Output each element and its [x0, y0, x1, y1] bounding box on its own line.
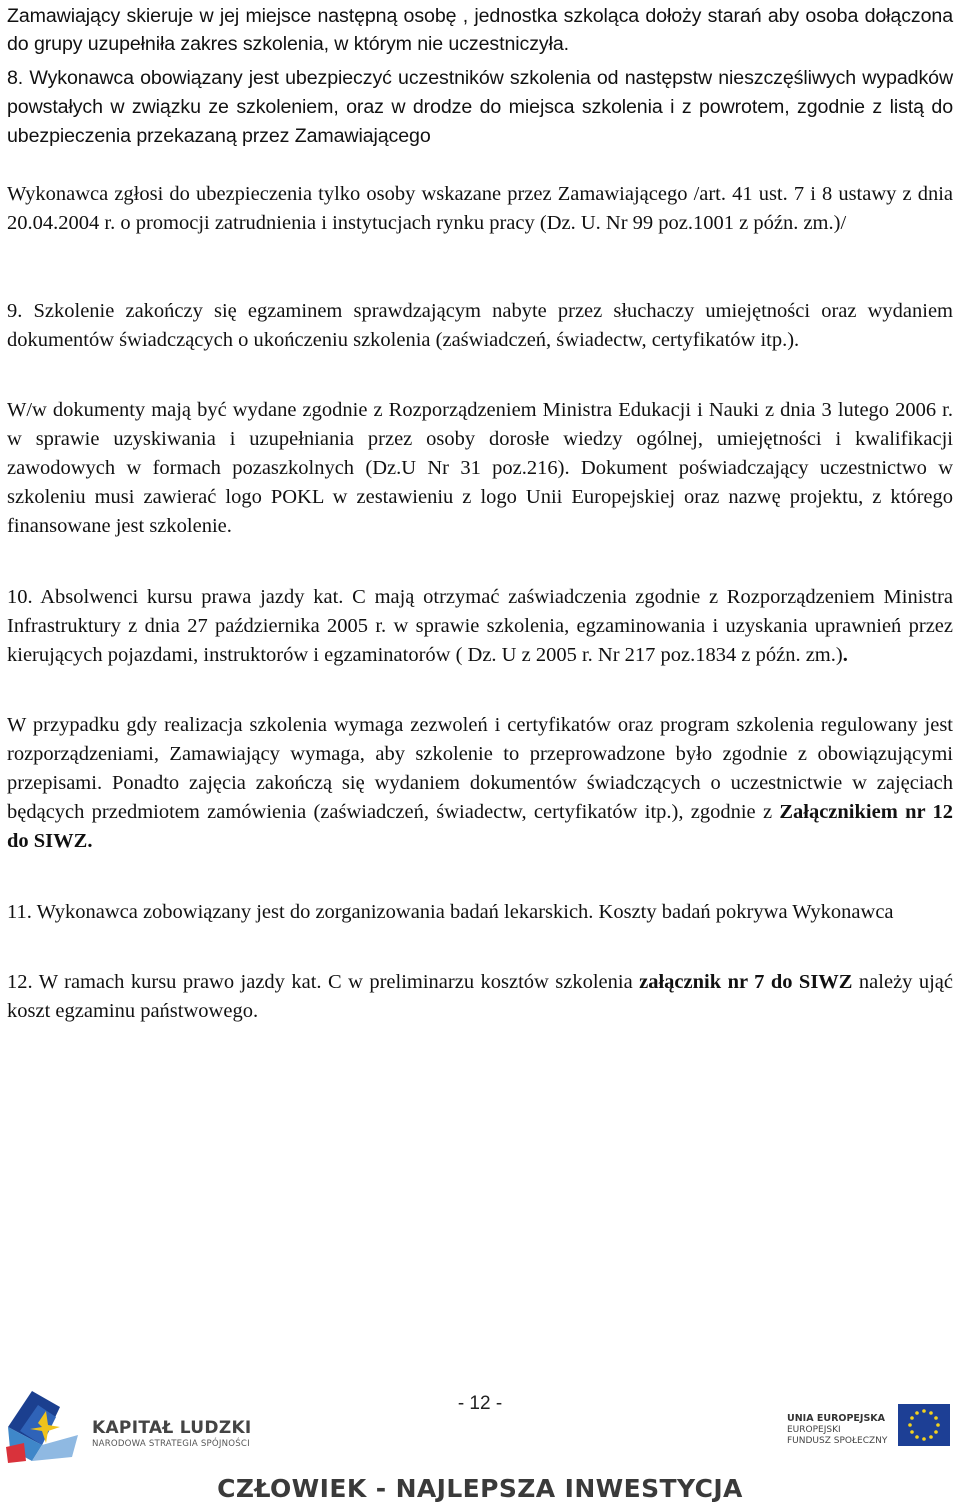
paragraph-10-end: .: [842, 644, 848, 666]
paragraph-11: 11. Wykonawca zobowiązany jest do zorganizowania badań lekarskich. Koszty badań pokrywa Wykonawca: [7, 901, 894, 923]
paragraph-9-documents: W/w dokumenty mają być wydane zgodnie z Rozporządzeniem Ministra Edukacji i Nauki z dnia 3 lutego 2006 r. w sprawie uzyskiwania i uzupełniania przez osoby dorosłe wiedzy ogólnej, umiejętności i kwalifikacji zawodowych w formach pozaszkolnych (Dz.U Nr 31 poz.216). Dokument poświadczający uczestnictwo w szkoleniu musi zawierać logo POKL w zestawieniu z logo Unii Europejskiej oraz nazwę projektu, z którego finansowane jest szkolenie.: [7, 399, 953, 537]
kapital-ludzki-subtitle: NARODOWA STRATEGIA SPÓJNOŚCI: [92, 1439, 250, 1449]
paragraph-intro: Zamawiający skieruje w jej miejsce następną osobę , jednostka szkoląca dołoży starań aby osoba dołączona do grupy uzupełniła zakres szkolenia, w którym nie uczestniczyła.: [7, 5, 953, 55]
eu-logo-title: UNIA EUROPEJSKA: [787, 1413, 885, 1424]
eu-logo-subtitle: [787, 1425, 897, 1447]
paragraph-8: 8. Wykonawca obowiązany jest ubezpieczyć uczestników szkolenia od następstw nieszczęśliwych wypadków powstałych w związku ze szkoleniem, oraz w drodze do miejsca szkolenia i z powrotem, zgodnie z listą do ubezpieczenia przekazaną przez Zamawiającego: [7, 67, 953, 147]
paragraph-12: [7, 968, 953, 1026]
paragraph-12-tail: należy ująć koszt egzaminu państwowego.: [7, 971, 954, 1022]
paragraph-10: [7, 583, 953, 670]
paragraph-8-insurance: Wykonawca zgłosi do ubezpieczenia tylko osoby wskazane przez Zamawiającego /art. 41 ust. 7 i 8 ustawy z dnia 20.04.2004 r. o promocji zatrudnienia i instytucjach rynku pracy (Dz. U. Nr 99 poz.1001 z późn. zm.)/: [7, 183, 953, 234]
slogan: CZŁOWIEK - NAJLEPSZA INWESTYCJA: [217, 1474, 743, 1503]
page-number: - 12 -: [457, 1393, 503, 1414]
paragraph-10-text: 10. Absolwenci kursu prawa jazdy kat. C mają otrzymać zaświadczenia zgodnie z Rozporządzeniem Ministra Infrastruktury z dnia 27 października 2005 r. w sprawie szkolenia, egzaminowania i uzyskania uprawnień przez kierujących pojazdami, instruktorów i egzaminatorów ( Dz. U z 2005 r. Nr 217 poz.1834 z późn. zm.): [7, 586, 953, 666]
paragraph-9: 9. Szkolenie zakończy się egzaminem sprawdzającym nabyte przez słuchaczy umiejętności oraz wydaniem dokumentów świadczących o ukończeniu szkolenia (zaświadczeń, świadectw, certyfikatów itp.).: [7, 300, 953, 351]
kapital-ludzki-title: KAPITAŁ LUDZKI: [92, 1418, 252, 1438]
paragraph-10-permits: [7, 711, 953, 856]
attachment-12-reference: Załącznikiem nr 12 do SIWZ.: [7, 801, 953, 852]
eu-logo-line-3: FUNDUSZ SPOŁECZNY: [787, 1436, 888, 1446]
paragraph-12-text: 12. W ramach kursu prawo jazdy kat. C w preliminarzu kosztów szkolenia: [7, 971, 640, 993]
eu-flag-icon: [898, 1404, 950, 1446]
paragraph-10-permits-text: W przypadku gdy realizacja szkolenia wymaga zezwoleń i certyfikatów oraz program szkolenia regulowany jest rozporządzeniami, Zamawiający wymaga, aby szkolenie to przeprowadzone było zgodnie z obowiązującymi przepisami. Ponadto zajęcia zakończą się wydaniem dokumentów świadczących o uczestnictwie w zajęciach będących przedmiotem zamówienia (zaświadczeń, świadectw, certyfikatów itp.), zgodnie z: [7, 714, 953, 823]
attachment-7-reference: załącznik nr 7 do SIWZ: [639, 971, 853, 993]
eu-logo-line-2: EUROPEJSKI: [787, 1425, 841, 1435]
